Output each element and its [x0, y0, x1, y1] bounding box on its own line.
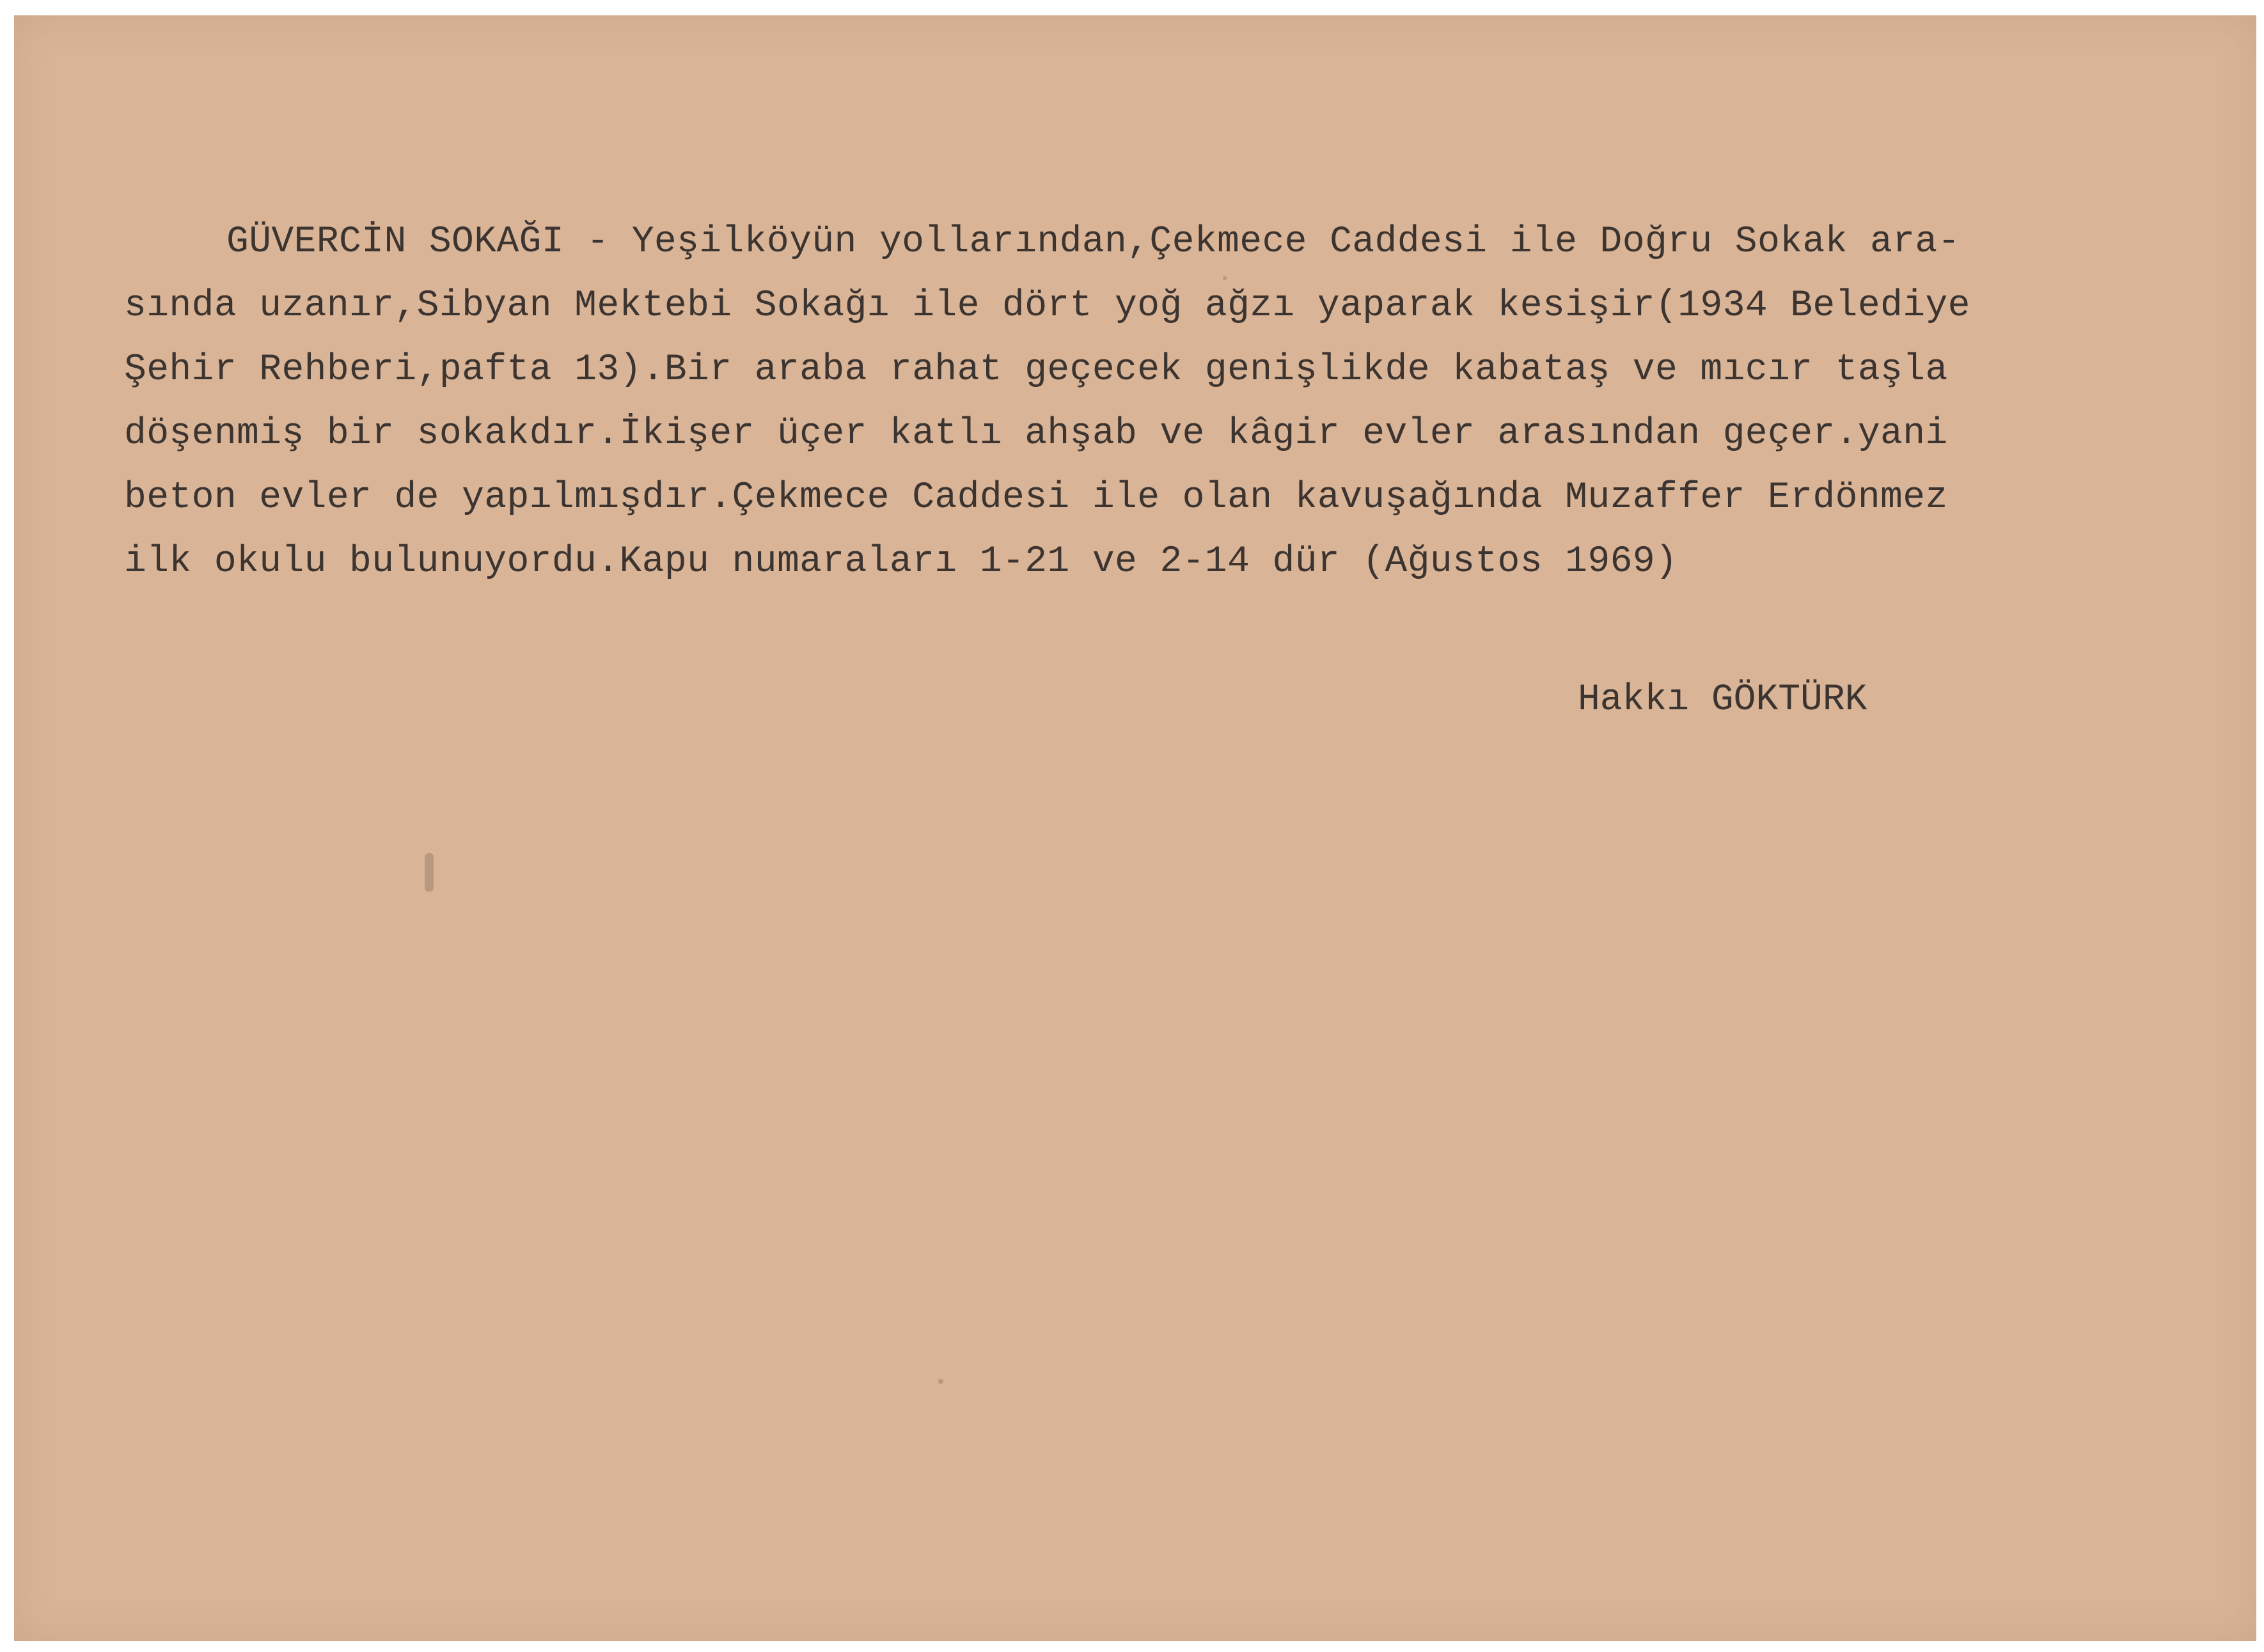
- text-line-6: ilk okulu bulunuyordu.Kapu numaraları 1-21 ve 2-14 dür (Ağustos 1969): [124, 541, 1678, 583]
- index-card: [14, 15, 2256, 1641]
- text-line-3: Şehir Rehberi,pafta 13).Bir araba rahat geçecek genişlikde kabataş ve mıcır taşla: [124, 349, 1948, 391]
- signature: Hakkı GÖKTÜRK: [1578, 679, 1867, 721]
- text-line-2: sında uzanır,Sibyan Mektebi Sokağı ile dört yoğ ağzı yaparak kesişir(1934 Belediye: [124, 285, 1970, 327]
- text-line-4: döşenmiş bir sokakdır.İkişer üçer katlı ahşab ve kâgir evler arasından geçer.yani: [124, 413, 1948, 455]
- text-line-1: GÜVERCİN SOKAĞI - Yeşilköyün yollarından,Çekmece Caddesi ile Doğru Sokak ara-: [226, 221, 1960, 263]
- document-body: [124, 15, 2235, 783]
- paper-speck: [938, 1379, 943, 1384]
- text-line-5: beton evler de yapılmışdır.Çekmece Caddesi ile olan kavuşağında Muzaffer Erdönmez: [124, 477, 1948, 519]
- paper-speck: [425, 853, 434, 892]
